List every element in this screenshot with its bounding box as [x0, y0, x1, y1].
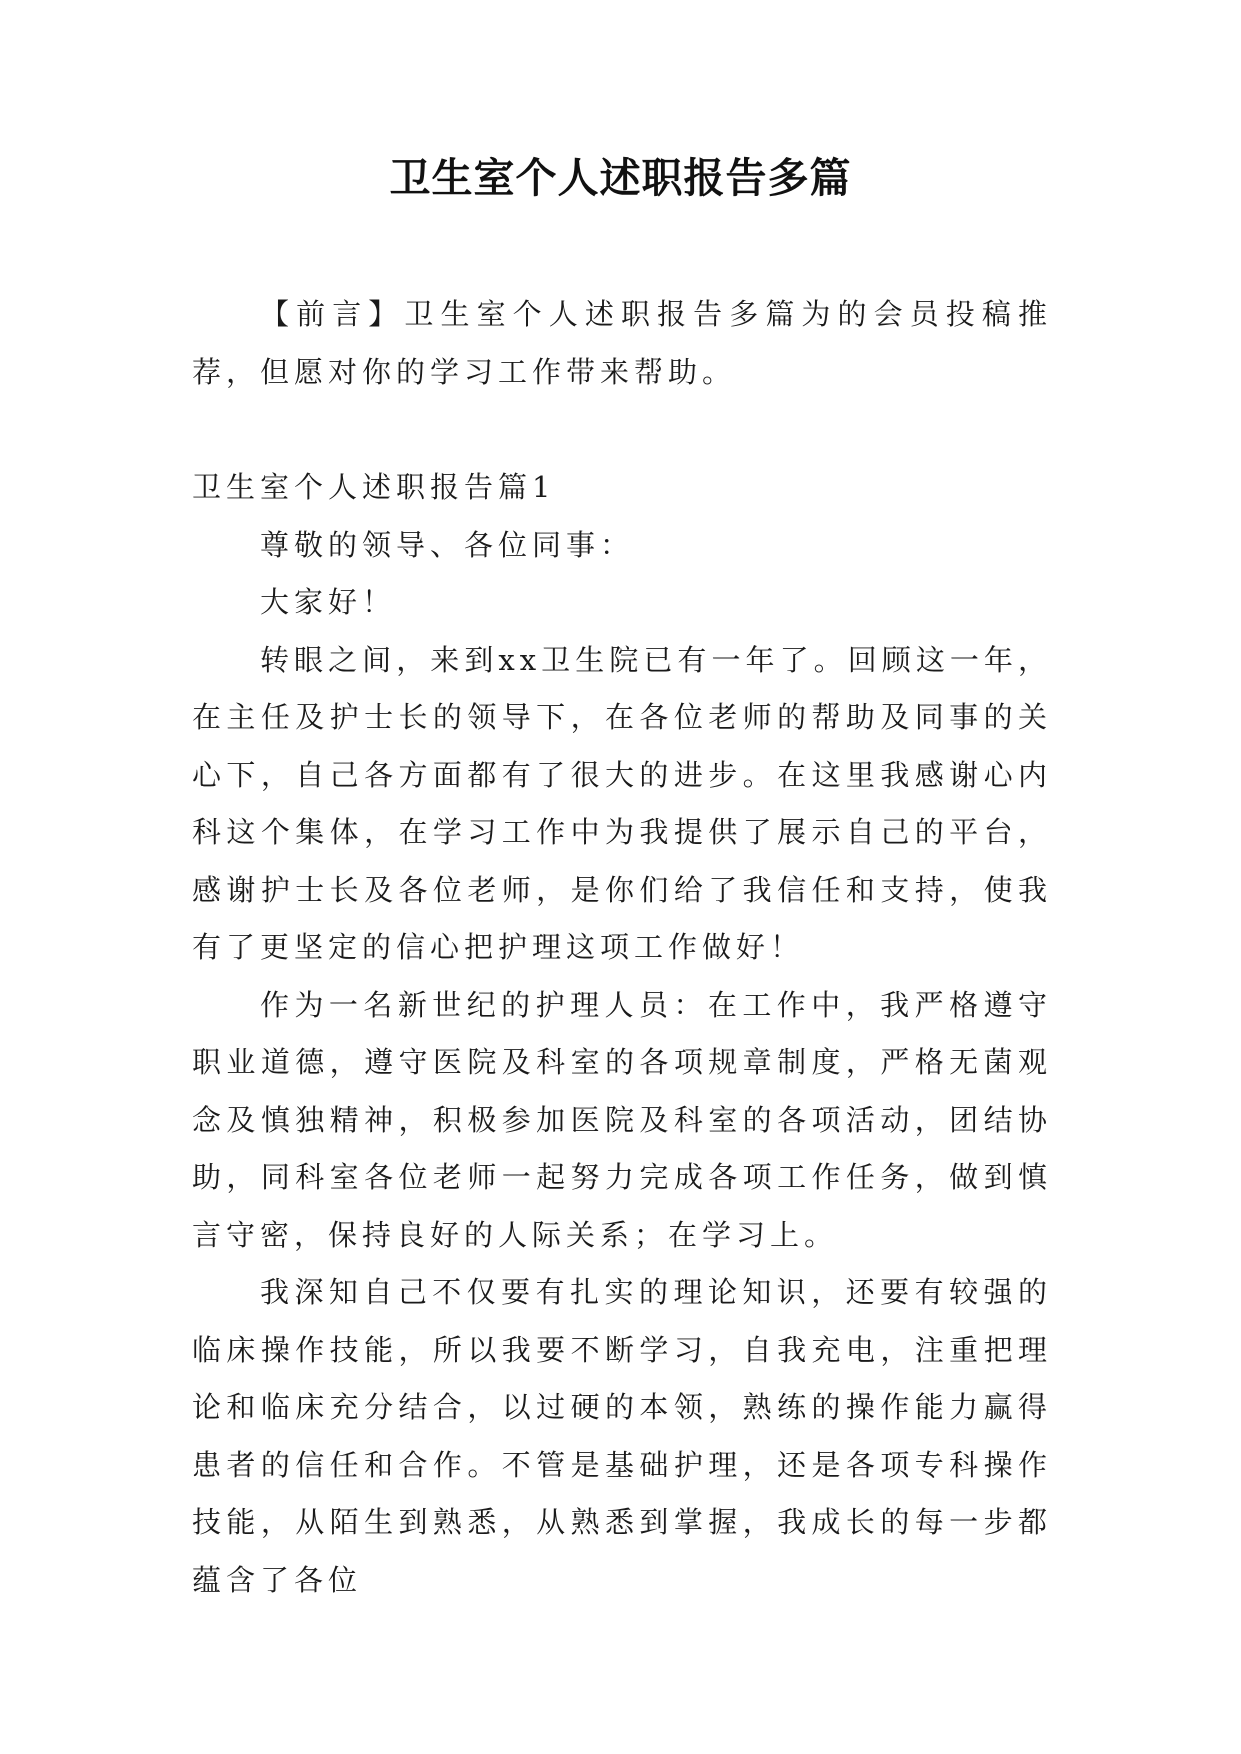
greeting: 大家好！	[260, 585, 397, 619]
document-title: 卫生室个人述职报告多篇	[389, 154, 852, 202]
report-body	[192, 459, 1052, 1609]
body-paragraph: 作为一名新世纪的护理人员：在工作中，我严格遵守职业道德，遵守医院及科室的各项规章制度，严格无菌观念及慎独精神，积极参加医院及科室的各项活动，团结协助，同科室各位老师一起努力完成各项工作任务，做到慎言守密，保持良好的人际关系；在学习上。	[192, 987, 1052, 1252]
section-heading: 卫生室个人述职报告篇1	[192, 470, 556, 504]
body-paragraph: 转眼之间，来到xx卫生院已有一年了。回顾这一年，在主任及护士长的领导下，在各位老师的帮助及同事的关心下，自己各方面都有了很大的进步。在这里我感谢心内科这个集体，在学习工作中为我提供了展示自己的平台，感谢护士长及各位老师，是你们给了我信任和支持，使我有了更坚定的信心把护理这项工作做好！	[192, 642, 1052, 964]
preface-block	[192, 286, 1052, 401]
body-paragraph: 我深知自己不仅要有扎实的理论知识，还要有较强的临床操作技能，所以我要不断学习，自我充电，注重把理论和临床充分结合，以过硬的本领，熟练的操作能力赢得患者的信任和合作。不管是基础护理，还是各项专科操作技能，从陌生到熟悉，从熟悉到掌握，我成长的每一步都蕴含了各位	[192, 1275, 1052, 1597]
preface-paragraph: 【前言】卫生室个人述职报告多篇为的会员投稿推荐，但愿对你的学习工作带来帮助。	[192, 297, 1052, 389]
salutation: 尊敬的领导、各位同事：	[260, 527, 635, 562]
